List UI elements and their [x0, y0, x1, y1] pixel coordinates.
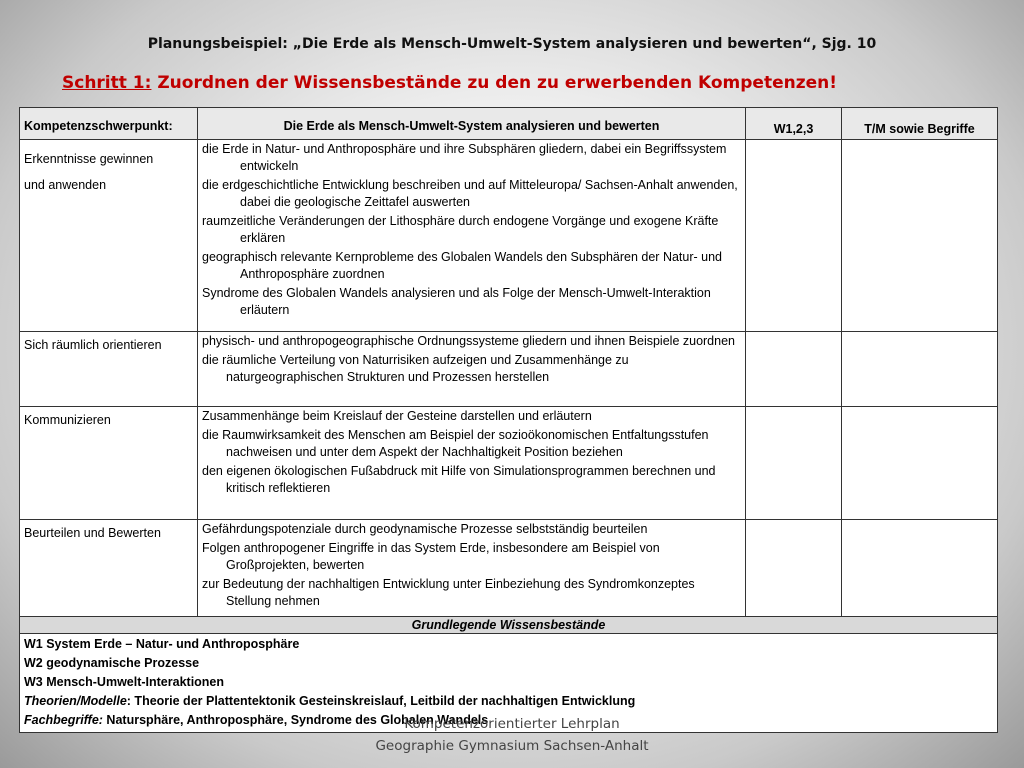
knowledge-w1: W1 System Erde – Natur- und Anthroposphäre: [24, 637, 300, 651]
table-row: [20, 140, 998, 332]
knowledge-w3: W3 Mensch-Umwelt-Interaktionen: [24, 675, 225, 689]
terms-label: Fachbegriffe:: [24, 713, 103, 727]
header-schwerpunkt-label: Kompetenzschwerpunkt:: [20, 108, 198, 140]
competency-list: [198, 332, 746, 407]
knowledge-w2: W2 geodynamische Prozesse: [24, 656, 200, 670]
competency-item: die erdgeschichtliche Entwicklung beschreiben und auf Mitteleuropa/ Sachsen-Anhalt anwenden, dabei die geologische Zeittafel auswerten: [202, 178, 738, 209]
header-schwerpunkt-value: Die Erde als Mensch-Umwelt-System analysieren und bewerten: [198, 108, 746, 140]
header-w-column: W1,2,3: [746, 108, 842, 140]
step-prefix: Schritt 1:: [62, 73, 152, 93]
competency-item: physisch- und anthropogeographische Ordnungssysteme gliedern und ihnen Beispiele zuordnen: [202, 334, 735, 348]
tm-cell: [842, 140, 998, 332]
competency-item: die Erde in Natur- und Anthroposphäre und ihre Subsphären gliedern, dabei ein Begriffssystem entwickeln: [202, 142, 727, 173]
competency-list: [198, 407, 746, 520]
competency-area-line: und anwenden: [24, 178, 107, 192]
competency-area: Beurteilen und Bewerten: [20, 520, 198, 617]
knowledge-theories: [24, 692, 993, 711]
terms-text: Natursphäre, Anthroposphäre, Syndrome des Globalen Wandels: [102, 713, 489, 727]
theories-label: Theorien/Modelle: [24, 694, 127, 708]
slide-title: Planungsbeispiel: „Die Erde als Mensch-Umwelt-System analysieren und bewerten“, Sjg. 10: [147, 36, 877, 52]
footer-line: Geographie Gymnasium Sachsen-Anhalt: [375, 738, 649, 754]
competency-table: [19, 107, 998, 733]
table-row: [20, 332, 998, 407]
w-cell: [746, 332, 842, 407]
competency-item: die räumliche Verteilung von Naturrisiken aufzeigen und Zusammenhänge zu naturgeographischen Strukturen und Prozessen herstellen: [202, 353, 629, 384]
competency-area: Kommunizieren: [20, 407, 198, 520]
competency-item: geographisch relevante Kernprobleme des Globalen Wandels den Subsphären der Natur- und Anthroposphäre zuordnen: [202, 250, 723, 281]
header-tm-column: T/M sowie Begriffe: [842, 108, 998, 140]
table-row: [20, 520, 998, 617]
competency-item: die Raumwirksamkeit des Menschen am Beispiel der sozioökonomischen Entfaltungsstufen nachweisen und unter dem Aspekt der Nachhaltigkeit Position beziehen: [202, 428, 709, 459]
competency-item: Syndrome des Globalen Wandels analysieren und als Folge der Mensch-Umwelt-Interaktion erläutern: [202, 286, 711, 317]
competency-item: den eigenen ökologischen Fußabdruck mit Hilfe von Simulationsprogrammen berechnen und kritisch reflektieren: [202, 464, 716, 495]
competency-list: [198, 140, 746, 332]
competency-item: Gefährdungspotenziale durch geodynamische Prozesse selbstständig beurteilen: [202, 522, 648, 536]
step-text: Zuordnen der Wissensbestände zu den zu erwerbenden Kompetenzen!: [151, 73, 837, 93]
knowledge-header: Grundlegende Wissensbestände: [20, 617, 998, 634]
footer-line: Kompetenzorientierter Lehrplan: [404, 716, 620, 732]
competency-list: [198, 520, 746, 617]
competency-item: zur Bedeutung der nachhaltigen Entwicklung unter Einbeziehung des Syndromkonzeptes Stellung nehmen: [202, 577, 695, 608]
step-heading: [62, 73, 1002, 93]
w-cell: [746, 140, 842, 332]
table-header-row: [20, 108, 998, 140]
competency-item: Zusammenhänge beim Kreislauf der Gesteine darstellen und erläutern: [202, 409, 592, 423]
w-cell: [746, 520, 842, 617]
competency-item: raumzeitliche Veränderungen der Lithosphäre durch endogene Vorgänge und exogene Kräfte erklären: [202, 214, 719, 245]
competency-area: [20, 140, 198, 332]
competency-area-line: Erkenntnisse gewinnen: [24, 152, 154, 166]
competency-area: Sich räumlich orientieren: [20, 332, 198, 407]
tm-cell: [842, 520, 998, 617]
knowledge-header-row: [20, 617, 998, 634]
slide-footer: [0, 713, 1024, 757]
tm-cell: [842, 332, 998, 407]
tm-cell: [842, 407, 998, 520]
table-row: [20, 407, 998, 520]
theories-text: : Theorie der Plattentektonik Gesteinskreislauf, Leitbild der nachhaltigen Entwicklung: [126, 694, 636, 708]
w-cell: [746, 407, 842, 520]
competency-item: Folgen anthropogener Eingriffe in das System Erde, insbesondere am Beispiel von Großprojekten, bewerten: [202, 541, 660, 572]
